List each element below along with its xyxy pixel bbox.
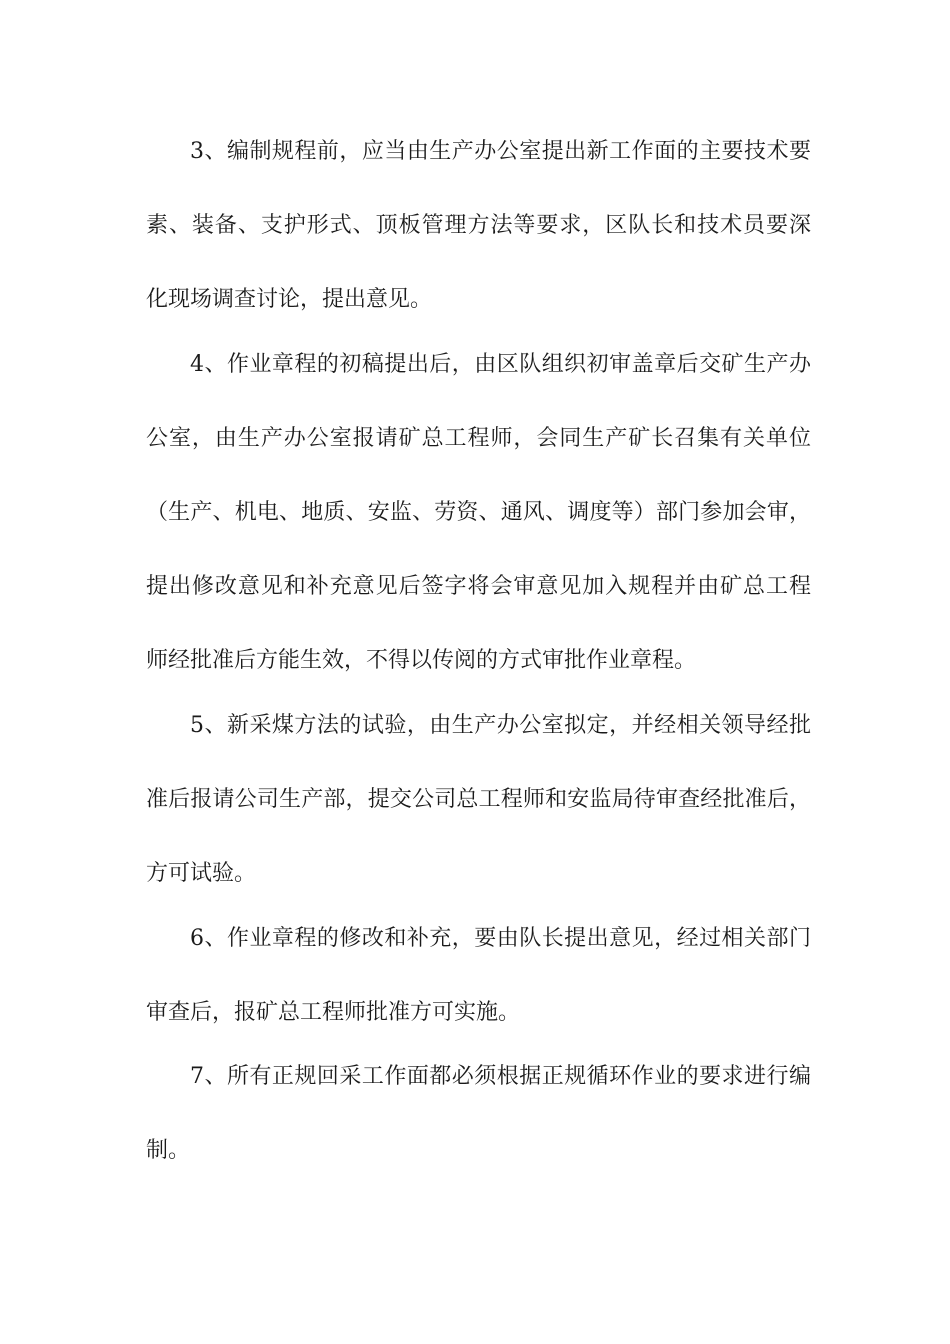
- paragraph-7-line-1: 7、所有正规回采工作面都必须根据正规循环作业的要求进行编: [190, 1064, 811, 1089]
- paragraph-5-line-1: 5、新采煤方法的试验，由生产办公室拟定，并经相关领导经批: [190, 713, 811, 738]
- paragraph-4-line-1: 4、作业章程的初稿提出后，由区队组织初审盖章后交矿生产办: [190, 352, 811, 377]
- paragraph-4-line-5: 师经批准后方能生效，不得以传阅的方式审批作业章程。: [146, 648, 697, 673]
- paragraph-6-line-2: 审查后，报矿总工程师批准方可实施。: [146, 1000, 521, 1025]
- paragraph-3-line-1: 3、编制规程前，应当由生产办公室提出新工作面的主要技术要: [190, 139, 811, 164]
- paragraph-5-line-2: 准后报请公司生产部，提交公司总工程师和安监局待审查经批准后，: [146, 787, 811, 812]
- paragraph-3-line-3: 化现场调查讨论，提出意见。: [146, 287, 433, 312]
- paragraph-3-line-2: 素、装备、支护形式、顶板管理方法等要求，区队长和技术员要深: [146, 213, 811, 238]
- paragraph-4-line-3: （生产、机电、地质、安监、劳资、通风、调度等）部门参加会审，: [146, 500, 811, 525]
- paragraph-7-line-2: 制。: [146, 1138, 191, 1163]
- paragraph-4-line-4: 提出修改意见和补充意见后签字将会审意见加入规程并由矿总工程: [146, 574, 811, 599]
- paragraph-6-line-1: 6、作业章程的修改和补充，要由队长提出意见，经过相关部门: [190, 926, 811, 951]
- paragraph-4-line-2: 公室，由生产办公室报请矿总工程师，会同生产矿长召集有关单位: [146, 426, 811, 451]
- paragraph-5-line-3: 方可试验。: [146, 861, 257, 886]
